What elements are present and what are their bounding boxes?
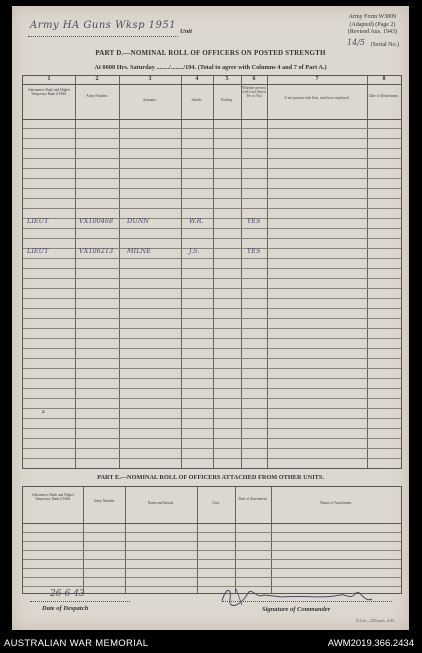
column-number: 5 [225,76,229,82]
entry-surname: MILNE [127,247,151,255]
row-rule [23,198,401,199]
part-e-title: PART E.—NOMINAL ROLL OF OFFICERS ATTACHED FROM OTHER UNITS. [97,474,324,481]
column-divider [213,76,214,468]
row-rule [23,408,401,409]
column-header-present: Whether present with Unit (Insert Yes or No) [242,86,266,99]
form-line: (Adapted) (Page 2) [349,21,396,28]
column-number: 6 [252,76,256,82]
row-rule [23,328,401,329]
column-header-attachment-date: Date of Attachment. [238,497,268,501]
row-rule [23,458,401,459]
row-rule [23,158,401,159]
row-rule [23,577,401,578]
row-rule [23,188,401,189]
row-rule [23,268,401,269]
header-rule [23,523,401,524]
column-header-name: Name and Initials. [147,501,175,505]
part-d-title: PART D.—NOMINAL ROLL OF OFFICERS ON POSTED STRENGTH [95,49,326,57]
row-rule [23,308,401,309]
row-rule [23,348,401,349]
column-divider [267,76,268,468]
row-rule [23,378,401,379]
unit-line [28,36,178,37]
column-divider [367,76,368,468]
row-rule [23,338,401,339]
row-rule [23,448,401,449]
row-rule [23,228,401,229]
row-rule [23,128,401,129]
signature-line [222,601,392,602]
header-rule [23,84,401,85]
column-header-surname: Surname. [143,98,157,102]
column-header-attachment-nature: Nature of Attachment. [319,501,353,505]
column-number: 1 [47,76,51,82]
row-rule [23,298,401,299]
despatch-date-handwritten: 26-6-43 [50,589,85,599]
entry-army-number: VX106213 [79,247,114,255]
column-header-unit: Unit. [212,501,220,505]
column-header-army-number: Army Number [93,499,115,503]
row-rule [23,278,401,279]
form-line: (Revised Aus. 1943) [347,29,397,35]
caption-left: AUSTRALIAN WAR MEMORIAL [4,638,149,649]
part-d-subtitle: At 0600 Hrs. Saturday ......../......../194. (Total to agree with Columns 4 and 7 of Part A.) [94,64,327,71]
column-header-employment: If not present with Unit, state how employed. [284,96,350,100]
part-e-table [22,486,402,594]
column-header-detachment-date: Date of Detachment. [369,94,399,98]
unit-handwritten: Army HA Guns Wksp 1951 [30,20,177,31]
row-rule [23,550,401,551]
row-rule [23,208,401,209]
row-rule [23,559,401,560]
column-header-posting: Posting. [221,98,233,102]
form-line: Army Form W3009 [348,14,397,20]
margin-mark: a [42,409,45,415]
entry-surname: DUNN [127,217,150,225]
column-number: 7 [315,76,319,82]
row-rule [23,388,401,389]
row-rule [23,438,401,439]
entry-present: YES [247,247,261,255]
column-divider [241,76,242,468]
header-rule [23,119,401,120]
row-rule [23,238,401,239]
row-rule [23,318,401,319]
despatch-label: Date of Despatch [42,605,89,612]
column-number: 3 [148,76,152,82]
column-number: 4 [195,76,199,82]
signature-label: Signature of Commander [262,606,331,613]
row-rule [23,568,401,569]
serial-label: (Serial No.) [370,42,399,48]
column-header-rank: Substantive Rank and Higher Temporary Rank if Held. [27,88,71,97]
column-header-army-number: Army Number. [86,94,108,98]
caption-right: AWM2019.366.2434 [327,638,414,649]
row-rule [23,398,401,399]
row-rule [23,258,401,259]
entry-army-number: VX100468 [79,217,114,225]
serial-handwritten: 14/5 [347,38,365,47]
row-rule [23,541,401,542]
row-rule [23,428,401,429]
entry-present: YES [247,217,261,225]
row-rule [23,138,401,139]
part-d-table [22,75,402,469]
column-divider [181,76,182,468]
row-rule [23,418,401,419]
column-divider [75,76,76,468]
row-rule [23,178,401,179]
form-sheet [12,6,409,630]
despatch-line [30,601,130,602]
entry-rank: LIEUT [27,247,49,255]
column-divider [119,76,120,468]
column-header-initials: Initials. [191,98,203,102]
column-header-rank: Substantive Rank and Higher Temporary Rank if Held. [31,493,75,502]
column-number: 8 [382,76,386,82]
row-rule [23,358,401,359]
entry-initials: J.S. [189,247,200,255]
form-identifier [348,14,397,37]
print-code: D.Ltd.—200 pads. 4/43. [356,618,395,623]
column-number: 2 [95,76,99,82]
row-rule [23,148,401,149]
row-rule [23,288,401,289]
entry-rank: LIEUT [27,217,49,225]
row-rule [23,368,401,369]
entry-initials: W.R. [189,217,204,225]
row-rule [23,532,401,533]
row-rule [23,168,401,169]
unit-label: Unit [180,28,192,35]
